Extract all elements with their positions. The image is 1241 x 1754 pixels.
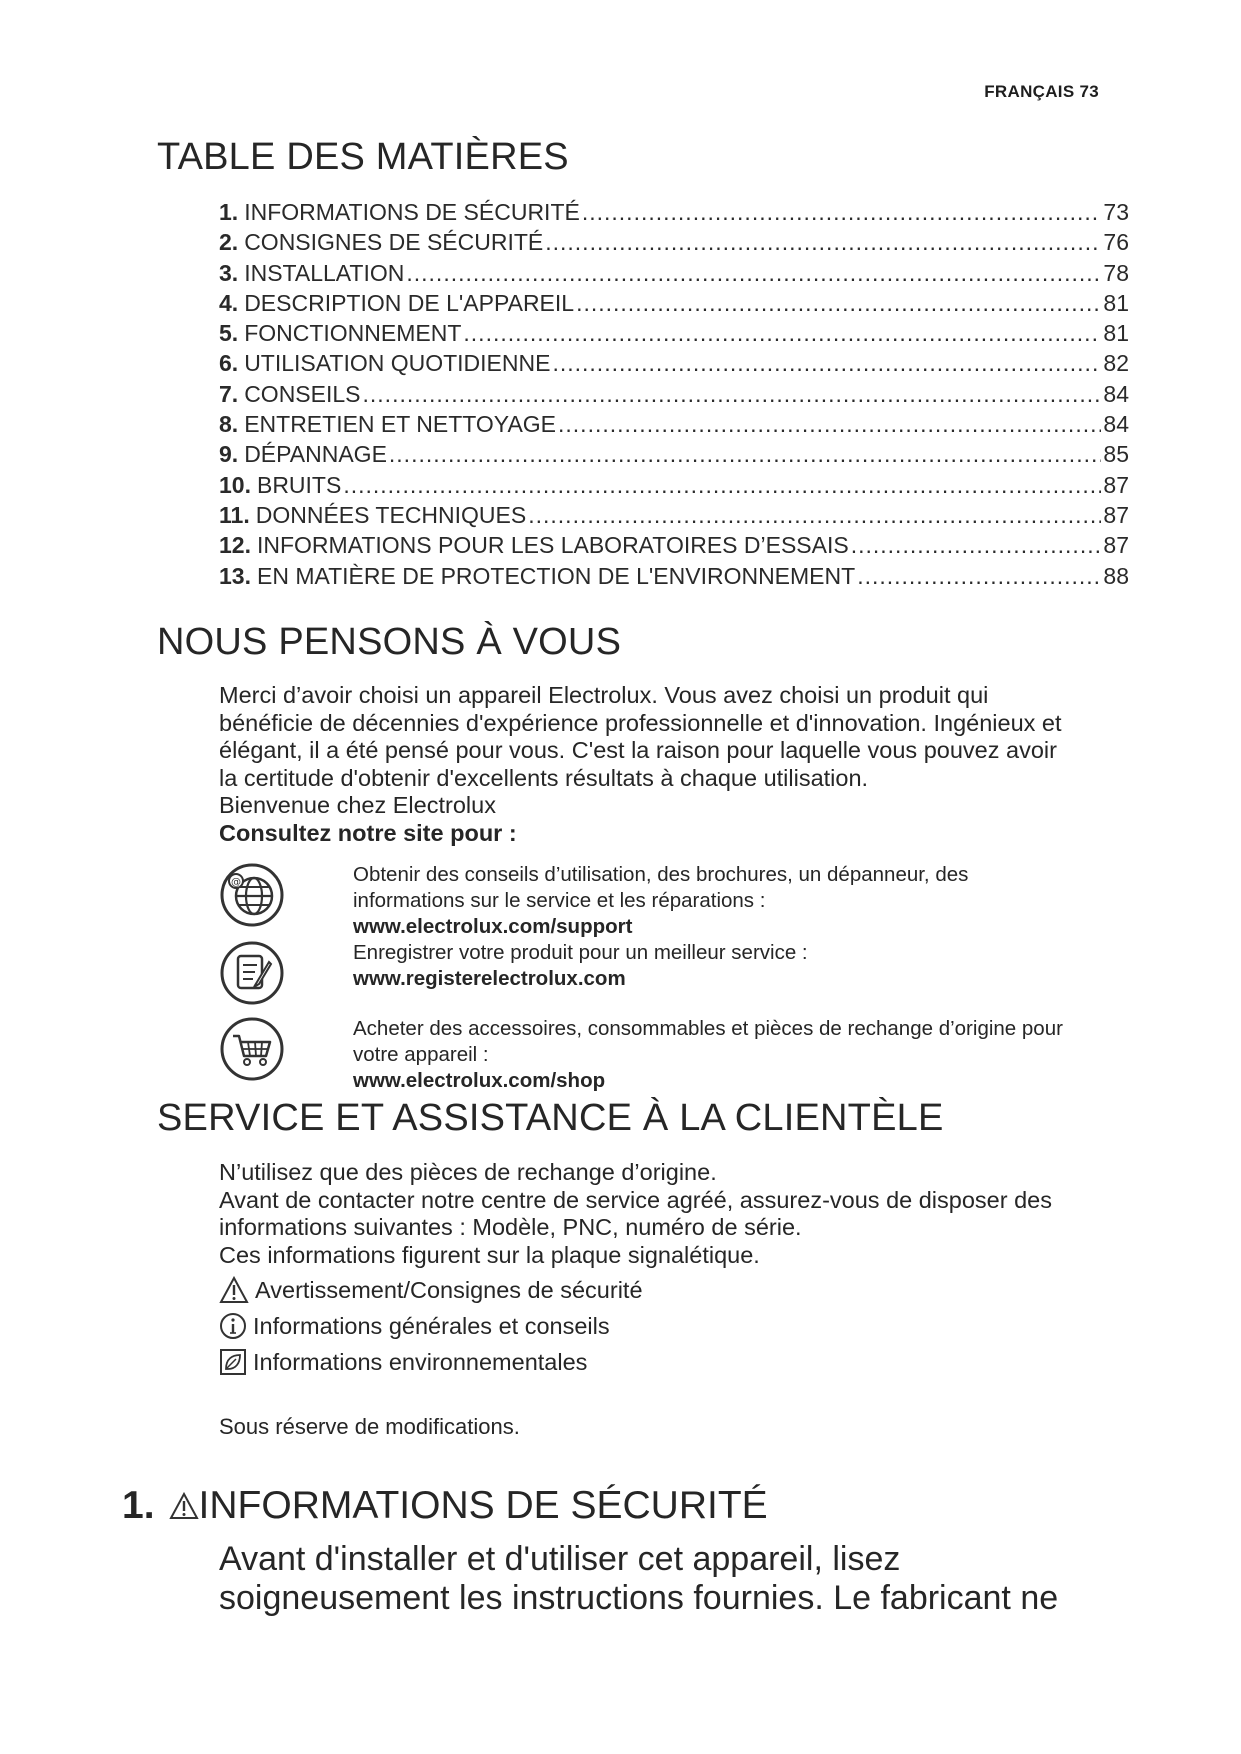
toc-leader — [582, 197, 1102, 227]
warning-icon — [219, 1276, 249, 1304]
toc-title: TABLE DES MATIÈRES — [157, 136, 569, 178]
toc-item-page: 73 — [1103, 199, 1129, 225]
toc-item-number: 6. — [219, 350, 239, 377]
text-line: Enregistrer votre produit pour un meilleur service : — [353, 941, 808, 964]
text-line: informations suivantes : Modèle, PNC, numéro de série. — [219, 1214, 802, 1240]
text-line: Merci d’avoir choisi un appareil Electrolux. Vous avez choisi un produit qui — [219, 682, 989, 708]
text-line: informations sur le service et les réparations : — [353, 889, 766, 912]
legend-item — [219, 1308, 643, 1344]
toc-item-number: 2. — [219, 229, 239, 256]
text-line: bénéficie de décennies d'expérience professionnelle et d'innovation. Ingénieux et — [219, 709, 1062, 736]
leaf-icon — [219, 1348, 247, 1376]
toc-item-number: 9. — [219, 441, 239, 468]
toc-item-number: 5. — [219, 320, 239, 347]
toc-leader — [558, 409, 1101, 439]
toc-item-number: 3. — [219, 259, 239, 286]
toc-item-page: 88 — [1103, 562, 1129, 589]
toc-item-title: CONSIGNES DE SÉCURITÉ — [244, 229, 544, 256]
svg-text:@: @ — [231, 877, 241, 888]
toc-item-page: 85 — [1103, 441, 1129, 468]
text-line: Ces informations figurent sur la plaque signalétique. — [219, 1241, 760, 1268]
toc-item[interactable] — [219, 409, 1129, 439]
text-line: N’utilisez que des pièces de rechange d’origine. — [219, 1159, 717, 1185]
toc-item-title: DESCRIPTION DE L'APPAREIL — [244, 289, 575, 316]
consult-label: Consultez notre site pour : — [219, 819, 517, 846]
toc-item-title: FONCTIONNEMENT — [244, 320, 462, 347]
toc-leader — [552, 348, 1101, 378]
text-line: votre appareil : — [353, 1043, 489, 1066]
toc-item-title: UTILISATION QUOTIDIENNE — [244, 350, 551, 377]
toc-item[interactable] — [219, 288, 1129, 318]
toc-item[interactable] — [219, 561, 1129, 591]
toc-leader — [528, 500, 1101, 530]
text-line: Avant d'installer et d'utiliser cet appareil, lisez — [219, 1540, 901, 1578]
toc-item-page: 82 — [1103, 350, 1129, 377]
service-paragraph — [219, 1159, 1129, 1269]
info-icon — [219, 1312, 247, 1340]
table-of-contents — [219, 197, 1129, 591]
text-line: Acheter des accessoires, consommables et pièces de rechange d’origine pour — [353, 1017, 1063, 1040]
text-line: Obtenir des conseils d’utilisation, des brochures, un dépanneur, des — [353, 863, 969, 886]
toc-item-title: EN MATIÈRE DE PROTECTION DE L'ENVIRONNEMENT — [256, 562, 856, 589]
text-line: la certitude d'obtenir d'excellents résultats à chaque utilisation. — [219, 764, 869, 791]
shop-url-link[interactable]: www.electrolux.com/shop — [353, 1069, 606, 1092]
toc-item-number: 11. — [219, 501, 250, 528]
toc-item-page: 84 — [1103, 411, 1129, 438]
toc-item[interactable] — [219, 318, 1129, 348]
symbol-legend — [219, 1272, 643, 1380]
cart-icon — [219, 1016, 285, 1082]
toc-item-page: 87 — [1103, 532, 1129, 559]
text-line: soigneusement les instructions fournies. Le fabricant ne — [219, 1579, 1059, 1617]
service-title: SERVICE ET ASSISTANCE À LA CLIENTÈLE — [157, 1097, 944, 1139]
toc-leader — [406, 258, 1101, 288]
legend-item — [219, 1344, 643, 1380]
toc-item-title: CONSEILS — [244, 380, 361, 407]
thinking-paragraph — [219, 682, 1129, 847]
toc-item[interactable] — [219, 470, 1129, 500]
register-url-link[interactable]: www.registerelectrolux.com — [353, 967, 626, 990]
toc-item[interactable] — [219, 348, 1129, 378]
globe-icon — [219, 862, 285, 928]
page-header: FRANÇAIS 73 — [984, 82, 1099, 101]
toc-leader — [857, 561, 1101, 591]
toc-item-number: 13. — [219, 562, 251, 589]
legend-label: Avertissement/Consignes de sécurité — [255, 1277, 643, 1303]
thinking-title: NOUS PENSONS À VOUS — [157, 621, 622, 663]
legend-label: Informations générales et conseils — [253, 1313, 610, 1339]
toc-leader — [363, 379, 1102, 409]
toc-item-title: INFORMATIONS DE SÉCURITÉ — [244, 199, 580, 225]
toc-item-page: 76 — [1103, 229, 1129, 256]
text-line: élégant, il a été pensé pour vous. C'est la raison pour laquelle vous pouvez avoir — [219, 737, 1057, 763]
toc-item-title: ENTRETIEN ET NETTOYAGE — [244, 411, 557, 438]
toc-leader — [851, 530, 1102, 560]
toc-item-page: 84 — [1103, 380, 1129, 407]
toc-item-number: 12. — [219, 532, 251, 559]
toc-leader — [343, 470, 1101, 500]
toc-item[interactable] — [219, 258, 1129, 288]
section-title: INFORMATIONS DE SÉCURITÉ — [198, 1484, 768, 1527]
toc-item-number: 4. — [219, 289, 239, 316]
register-icon — [219, 940, 285, 1006]
toc-item[interactable] — [219, 379, 1129, 409]
text-line: Avant de contacter notre centre de service agréé, assurez-vous de disposer des — [219, 1186, 1052, 1213]
legend-item — [219, 1272, 643, 1308]
toc-item-title: INFORMATIONS POUR LES LABORATOIRES D’ESSAIS — [256, 532, 849, 559]
legend-label: Informations environnementales — [253, 1349, 588, 1375]
welcome-text: Bienvenue chez Electrolux — [219, 792, 496, 818]
toc-item-number: 1. — [219, 199, 239, 225]
toc-item[interactable] — [219, 227, 1129, 257]
support-link-text — [353, 862, 1153, 940]
toc-item-title: INSTALLATION — [244, 259, 405, 286]
warning-icon — [169, 1492, 199, 1520]
support-url-link[interactable]: www.electrolux.com/support — [353, 915, 633, 938]
toc-leader — [545, 227, 1101, 257]
toc-item-title: BRUITS — [256, 471, 342, 498]
section-1-heading — [122, 1484, 768, 1528]
toc-item-page: 81 — [1103, 320, 1129, 347]
toc-item[interactable] — [219, 439, 1129, 469]
toc-item-page: 81 — [1103, 289, 1129, 316]
toc-item-number: 8. — [219, 411, 239, 438]
toc-item-page: 78 — [1103, 259, 1129, 286]
modification-note — [219, 1413, 1129, 1441]
toc-item-title: DÉPANNAGE — [244, 441, 387, 468]
shop-link-text — [353, 1016, 1153, 1094]
toc-leader — [463, 318, 1101, 348]
toc-item-page: 87 — [1103, 501, 1129, 528]
toc-leader — [576, 288, 1101, 318]
toc-item[interactable] — [219, 197, 1129, 227]
text-line: Sous réserve de modifications. — [219, 1414, 520, 1439]
toc-item-page: 87 — [1103, 471, 1129, 498]
toc-item[interactable] — [219, 500, 1129, 530]
toc-item-number: 7. — [219, 380, 239, 407]
section-number: 1. — [122, 1484, 155, 1527]
register-link-text — [353, 940, 1153, 992]
toc-item-title: DONNÉES TECHNIQUES — [255, 501, 527, 528]
section-1-intro — [219, 1540, 1139, 1618]
toc-leader — [389, 439, 1102, 469]
toc-item-number: 10. — [219, 471, 251, 498]
toc-item[interactable] — [219, 530, 1129, 560]
